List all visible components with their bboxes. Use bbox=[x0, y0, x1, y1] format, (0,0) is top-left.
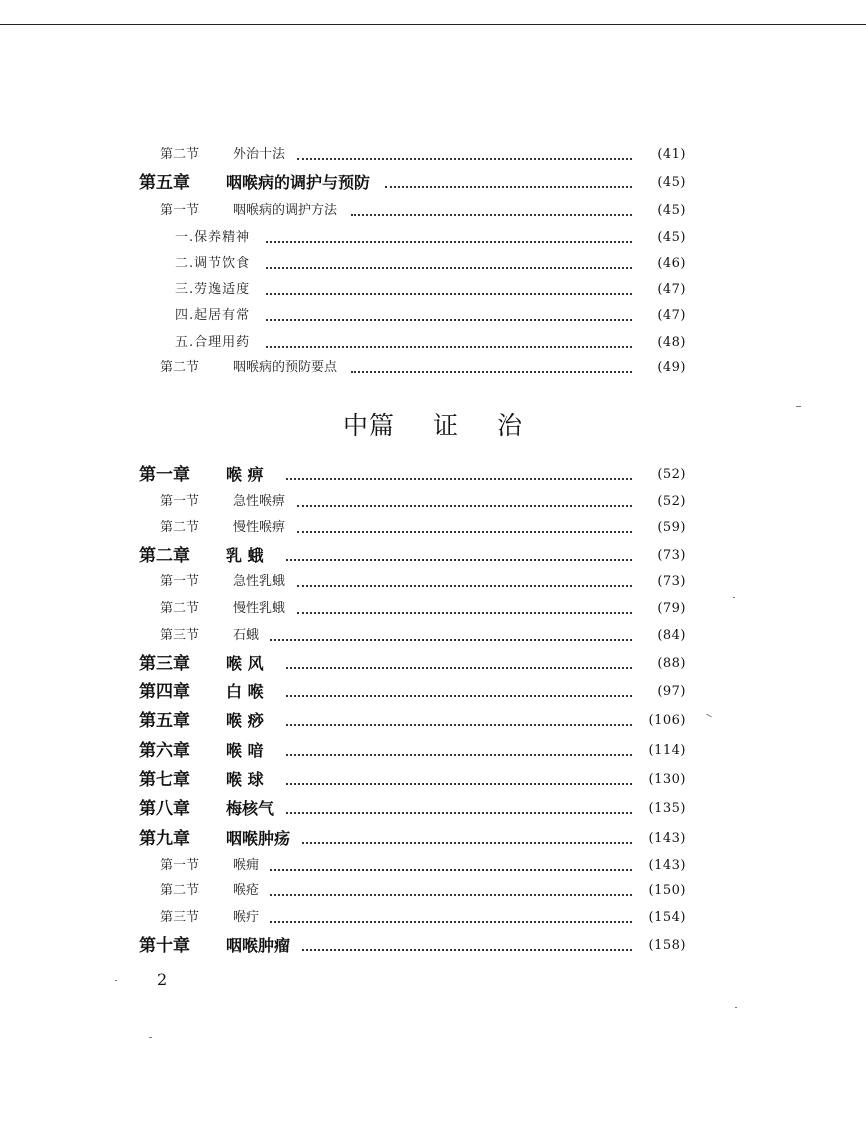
toc-entry-title: 一.保养精神 bbox=[175, 230, 251, 245]
toc-dot-leader bbox=[270, 869, 632, 871]
toc-entry-page: (47) bbox=[657, 282, 686, 297]
toc-entry-title: 喉 球 bbox=[226, 770, 264, 789]
toc-entry-page: (59) bbox=[657, 520, 686, 535]
toc-dot-leader bbox=[286, 667, 633, 669]
toc-dot-leader bbox=[297, 585, 632, 587]
toc-entry-chapter bbox=[0, 709, 866, 733]
toc-entry-number: 第一节 bbox=[160, 574, 200, 589]
toc-entry-title: 慢性乳蛾 bbox=[233, 601, 286, 616]
toc-entry-number: 第一节 bbox=[160, 203, 200, 218]
toc-entry-title: 喉 痧 bbox=[226, 711, 264, 730]
toc-entry-chapter bbox=[0, 652, 866, 676]
toc-entry-title: 四.起居有常 bbox=[175, 308, 251, 323]
toc-dot-leader bbox=[266, 241, 632, 243]
toc-dot-leader bbox=[270, 894, 632, 896]
page-number: 2 bbox=[157, 970, 168, 989]
toc-entry-page: (150) bbox=[648, 883, 686, 898]
toc-entry-title: 喉疔 bbox=[233, 910, 260, 925]
toc-dot-leader bbox=[297, 158, 632, 160]
toc-entry-section bbox=[0, 854, 866, 878]
toc-entry-section bbox=[0, 143, 866, 167]
toc-entry-item bbox=[0, 304, 866, 328]
toc-entry-chapter bbox=[0, 739, 866, 763]
toc-entry-page: (73) bbox=[657, 548, 686, 563]
toc-entry-section bbox=[0, 624, 866, 648]
toc-entry-number: 第三节 bbox=[160, 910, 200, 925]
toc-entry-chapter bbox=[0, 827, 866, 851]
toc-entry-number: 第四章 bbox=[139, 682, 190, 702]
toc-dot-leader bbox=[297, 612, 632, 614]
toc-entry-section bbox=[0, 516, 866, 540]
toc-entry-number: 第二章 bbox=[139, 546, 190, 566]
toc-entry-number: 第二节 bbox=[160, 883, 200, 898]
toc-entry-page: (52) bbox=[657, 467, 686, 482]
top-rule bbox=[0, 24, 866, 25]
toc-entry-page: (49) bbox=[657, 360, 686, 375]
toc-dot-leader bbox=[266, 346, 632, 348]
toc-entry-section bbox=[0, 906, 866, 930]
toc-entry-page: (88) bbox=[657, 656, 686, 671]
toc-entry-page: (130) bbox=[648, 772, 686, 787]
toc-entry-title: 急性乳蛾 bbox=[233, 574, 286, 589]
toc-entry-title: 乳 蛾 bbox=[226, 546, 264, 565]
toc-dot-leader bbox=[286, 478, 633, 480]
toc-entry-page: (41) bbox=[657, 147, 686, 162]
toc-dot-leader bbox=[286, 754, 633, 756]
toc-entry-number: 第二节 bbox=[160, 360, 200, 375]
toc-entry-section bbox=[0, 490, 866, 514]
toc-entry-title: 外治十法 bbox=[233, 147, 286, 162]
toc-entry-title: 三.劳逸适度 bbox=[175, 282, 251, 297]
toc-entry-chapter bbox=[0, 768, 866, 792]
toc-entry-title: 急性喉痹 bbox=[233, 494, 286, 509]
toc-entry-page: (106) bbox=[648, 713, 686, 728]
toc-entry-title: 喉痈 bbox=[233, 858, 260, 873]
toc-dot-leader bbox=[266, 319, 632, 321]
toc-entry-number: 第二节 bbox=[160, 520, 200, 535]
toc-entry-title: 慢性喉痹 bbox=[233, 520, 286, 535]
toc-dot-leader bbox=[286, 559, 633, 561]
scan-speck bbox=[796, 406, 801, 407]
toc-entry-title: 咽喉肿疡 bbox=[226, 829, 291, 848]
toc-entry-section bbox=[0, 356, 866, 380]
toc-entry-chapter bbox=[0, 463, 866, 487]
toc-dot-leader bbox=[286, 724, 633, 726]
toc-entry-page: (46) bbox=[657, 256, 686, 271]
toc-dot-leader bbox=[270, 921, 632, 923]
toc-entry-page: (143) bbox=[648, 858, 686, 873]
toc-entry-title: 喉 痹 bbox=[226, 465, 264, 484]
toc-entry-number: 第三节 bbox=[160, 628, 200, 643]
toc-entry-page: (154) bbox=[648, 910, 686, 925]
part-heading-part: 中篇 bbox=[342, 411, 395, 440]
toc-entry-title: 二.调节饮食 bbox=[175, 256, 251, 271]
toc-entry-chapter bbox=[0, 680, 866, 704]
toc-entry-title: 咽喉肿瘤 bbox=[226, 936, 291, 955]
toc-dot-leader bbox=[351, 371, 632, 373]
toc-dot-leader bbox=[302, 842, 632, 844]
toc-entry-title: 咽喉病的调护方法 bbox=[233, 203, 338, 218]
toc-entry-page: (79) bbox=[657, 601, 686, 616]
toc-entry-number: 第一节 bbox=[160, 494, 200, 509]
toc-entry-page: (45) bbox=[657, 175, 686, 190]
toc-entry-chapter bbox=[0, 544, 866, 568]
toc-entry-number: 第三章 bbox=[139, 654, 190, 674]
toc-entry-page: (158) bbox=[648, 938, 686, 953]
toc-entry-number: 第八章 bbox=[139, 799, 190, 819]
toc-entry-page: (48) bbox=[657, 335, 686, 350]
toc-entry-item bbox=[0, 278, 866, 302]
toc-entry-page: (45) bbox=[657, 230, 686, 245]
part-heading-word1: 证 bbox=[432, 411, 459, 440]
toc-dot-leader bbox=[385, 186, 633, 188]
toc-entry-chapter bbox=[0, 934, 866, 958]
toc-dot-leader bbox=[266, 293, 632, 295]
part-heading-word2: 治 bbox=[497, 411, 524, 440]
toc-entry-title: 梅核气 bbox=[226, 799, 275, 818]
toc-entry-number: 第七章 bbox=[139, 770, 190, 790]
toc-entry-page: (97) bbox=[657, 684, 686, 699]
toc-entry-title: 喉疮 bbox=[233, 883, 260, 898]
toc-entry-page: (45) bbox=[657, 203, 686, 218]
toc-entry-number: 第五章 bbox=[139, 173, 190, 193]
part-heading bbox=[0, 406, 866, 442]
toc-entry-number: 第九章 bbox=[139, 829, 190, 849]
toc-entry-number: 第十章 bbox=[139, 936, 190, 956]
scan-speck bbox=[115, 980, 117, 981]
toc-entry-item bbox=[0, 331, 866, 355]
toc-entry-title: 咽喉病的调护与预防 bbox=[226, 173, 371, 192]
scan-speck bbox=[149, 1037, 152, 1038]
toc-dot-leader bbox=[266, 267, 632, 269]
toc-dot-leader bbox=[286, 695, 633, 697]
toc-entry-page: (135) bbox=[648, 801, 686, 816]
toc-entry-number: 第六章 bbox=[139, 741, 190, 761]
toc-entry-title: 喉 风 bbox=[226, 654, 264, 673]
toc-entry-section bbox=[0, 570, 866, 594]
scan-speck bbox=[735, 1007, 737, 1008]
toc-entry-page: (52) bbox=[657, 494, 686, 509]
toc-dot-leader bbox=[302, 949, 632, 951]
toc-entry-number: 第二节 bbox=[160, 601, 200, 616]
toc-dot-leader bbox=[297, 505, 632, 507]
toc-entry-item bbox=[0, 252, 866, 276]
toc-entry-number: 第一节 bbox=[160, 858, 200, 873]
toc-dot-leader bbox=[351, 214, 632, 216]
toc-entry-chapter bbox=[0, 797, 866, 821]
toc-entry-page: (84) bbox=[657, 628, 686, 643]
toc-dot-leader bbox=[270, 639, 632, 641]
toc-entry-page: (143) bbox=[648, 831, 686, 846]
toc-entry-number: 第一章 bbox=[139, 465, 190, 485]
toc-dot-leader bbox=[286, 812, 633, 814]
toc-entry-item bbox=[0, 226, 866, 250]
toc-entry-page: (73) bbox=[657, 574, 686, 589]
toc-entry-number: 第二节 bbox=[160, 147, 200, 162]
toc-entry-page: (47) bbox=[657, 308, 686, 323]
toc-entry-section bbox=[0, 597, 866, 621]
toc-dot-leader bbox=[297, 531, 632, 533]
toc-entry-title: 石蛾 bbox=[233, 628, 260, 643]
toc-entry-title: 白 喉 bbox=[226, 682, 264, 701]
toc-entry-title: 喉 喑 bbox=[226, 741, 264, 760]
toc-entry-page: (114) bbox=[648, 743, 686, 758]
toc-dot-leader bbox=[286, 783, 633, 785]
toc-entry-section bbox=[0, 199, 866, 223]
toc-entry-title: 五.合理用药 bbox=[175, 335, 251, 350]
toc-entry-chapter bbox=[0, 171, 866, 195]
toc-entry-section bbox=[0, 879, 866, 903]
scan-speck bbox=[733, 597, 735, 598]
toc-entry-title: 咽喉病的预防要点 bbox=[233, 360, 338, 375]
toc-entry-number: 第五章 bbox=[139, 711, 190, 731]
